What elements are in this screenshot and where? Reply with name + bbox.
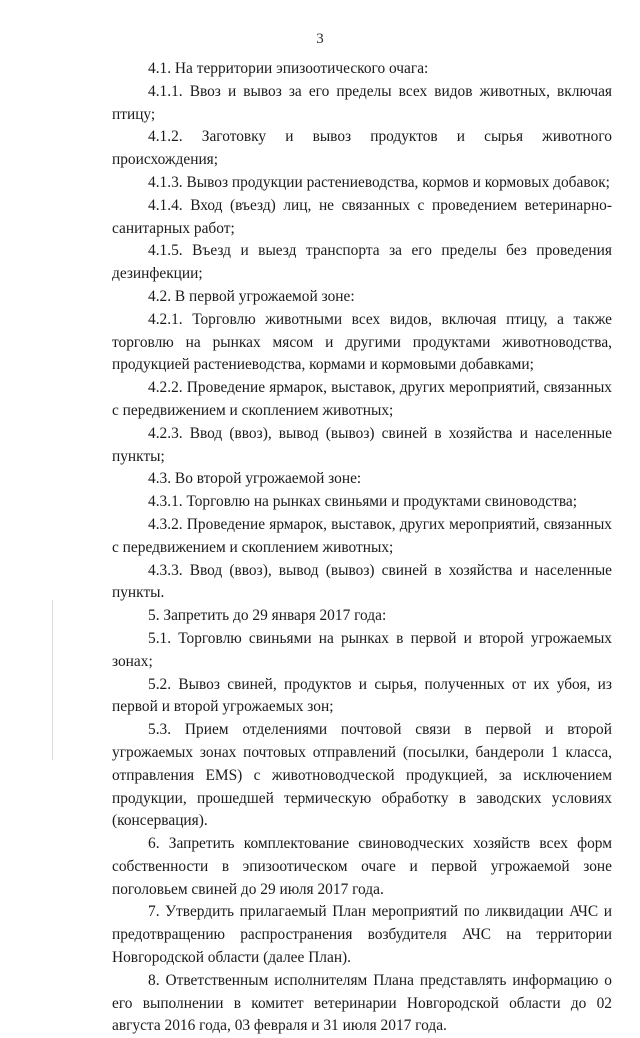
paragraph-5-2: 5.2. Вывоз свиней, продуктов и сырья, полученных от их убоя, из первой и второй угрожаемых зон; bbox=[112, 675, 612, 716]
paragraph-4-2-3: 4.2.3. Ввод (ввоз), вывод (вывоз) свиней в хозяйства и населенные пункты; bbox=[112, 424, 612, 465]
paragraph-5-1: 5.1. Торговлю свиньями на рынках в первой и второй угрожаемых зонах; bbox=[112, 629, 612, 670]
paragraph-6: 6. Запретить комплектование свиноводческих хозяйств всех форм собственности в эпизоотическом очаге и первой угрожаемой зоне поголовьем свиней до 29 июля 2017 года. bbox=[112, 835, 612, 898]
paragraph-4-1: 4.1. На территории эпизоотического очага: bbox=[148, 60, 429, 77]
page-number: 3 bbox=[316, 31, 324, 47]
paragraph-4-2-1: 4.2.1. Торговлю животными всех видов, включая птицу, а также торговлю на рынках мясом и другими продуктами животноводства, продукцией растениеводства, кормами и кормовыми добавками; bbox=[112, 310, 612, 374]
paragraph-4-1-4: 4.1.4. Вход (въезд) лиц, не связанных с проведением ветеринарно-санитарных работ; bbox=[112, 196, 612, 237]
scan-margin-mark bbox=[52, 600, 53, 760]
paragraph-4-1-3: 4.1.3. Вывоз продукции растениеводства, кормов и кормовых добавок; bbox=[148, 173, 610, 191]
document-body bbox=[112, 58, 612, 1038]
paragraph-8: 8. Ответственным исполнителям Плана представлять информацию о его выполнении в комитет ветеринарии Новгородской области до 02 августа 2016 года, 03 февраля и 31 июля 2017 года. bbox=[112, 971, 612, 1035]
paragraph-4-3-3: 4.3.3. Ввод (ввоз), вывод (вывоз) свиней в хозяйства и населенные пункты. bbox=[112, 561, 612, 602]
paragraph-4-2-2: 4.2.2. Проведение ярмарок, выставок, других мероприятий, связанных с передвижением и скоплением животных; bbox=[112, 379, 612, 419]
paragraph-4-2: 4.2. В первой угрожаемой зоне: bbox=[148, 287, 355, 305]
paragraph-5-3: 5.3. Прием отделениями почтовой связи в первой и второй угрожаемых зонах почтовых отправлений (посылки, бандероли 1 класса, отправления EMS) с животноводческой продукцией, за исключением продукции, прошедшей термическую обработку в заводских условиях (консервация). bbox=[112, 721, 612, 830]
paragraph-4-3: 4.3. Во второй угрожаемой зоне: bbox=[148, 470, 362, 488]
paragraph-4-1-2: 4.1.2. Заготовку и вывоз продуктов и сырья животного происхождения; bbox=[112, 128, 612, 169]
paragraph-5: 5. Запретить до 29 января 2017 года: bbox=[148, 607, 387, 625]
paragraph-4-3-2: 4.3.2. Проведение ярмарок, выставок, других мероприятий, связанных с передвижением и скоплением животных; bbox=[112, 515, 612, 556]
paragraph-4-1-1: 4.1.1. Ввоз и вывоз за его пределы всех видов животных, включая птицу; bbox=[112, 82, 612, 123]
paragraph-4-1-5: 4.1.5. Въезд и выезд транспорта за его пределы без проведения дезинфекции; bbox=[112, 242, 612, 283]
paragraph-7: 7. Утвердить прилагаемый План мероприятий по ликвидации АЧС и предотвращению распространения возбудителя АЧС на территории Новгородской области (далее План). bbox=[112, 903, 612, 967]
paragraph-4-3-1: 4.3.1. Торговлю на рынках свиньями и продуктами свиноводства; bbox=[148, 493, 577, 511]
